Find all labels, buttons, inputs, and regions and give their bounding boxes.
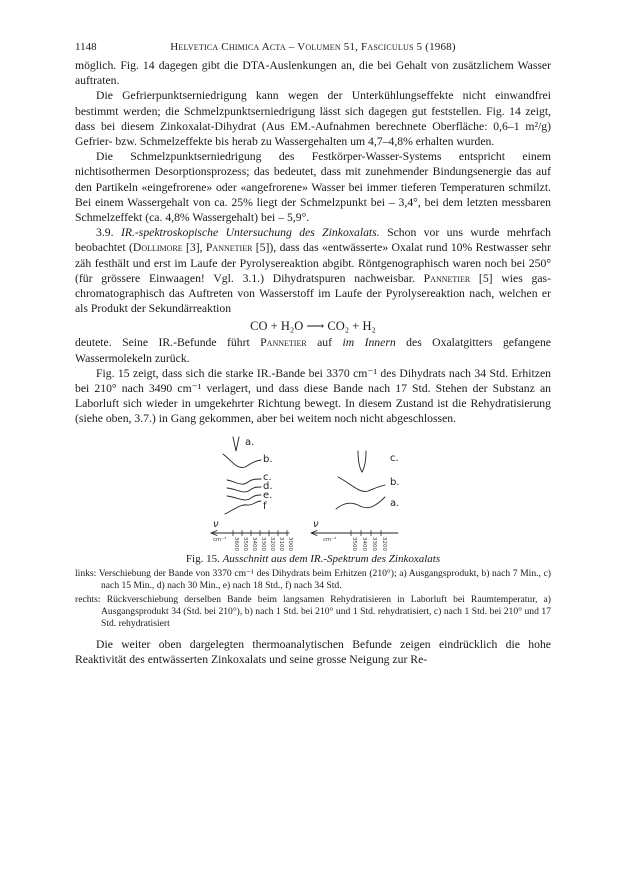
- label-right-b: b.: [390, 476, 400, 488]
- left-tick-label: 3600: [233, 536, 239, 551]
- label-left-a: a.: [245, 436, 255, 448]
- axis-left-symbol: ν: [213, 518, 219, 530]
- label-left-d: d.: [263, 480, 273, 492]
- reaction-equation: CO + H₂O ⟶ CO₂ + H₂: [250, 319, 376, 334]
- ir-spectrum-figure: [75, 431, 551, 551]
- paragraph-7: Die weiter oben dargelegten thermoanalytischen Befunde zeigen eindrücklich die hohe Reaktivität des entwässerten Zinkoxalats und seine grosse Neigung zur Re-: [75, 637, 551, 666]
- left-tick-label: 3000: [287, 536, 293, 551]
- label-left-c: c.: [263, 471, 272, 483]
- section-number: 3.9.: [96, 226, 114, 240]
- spectrum-left-b: [223, 454, 261, 468]
- label-left-b: b.: [263, 453, 273, 465]
- paragraph-5: deutete. Seine IR.-Befunde führt Pannetier auf im Innern des Oxalatgitters gefangene Wassermolekeln zurück.: [75, 336, 551, 365]
- right-tick-label: 3500: [351, 536, 357, 551]
- section-title: IR.-spektroskopische Untersuchung des Zinkoxalats.: [120, 226, 380, 240]
- author-pannetier: Pannetier: [205, 241, 253, 255]
- paragraph-2: Die Gefrierpunktserniedrigung kann wegen der Unterkühlungseffekte nicht einwandfrei bestimmt werden; die Schmelzpunktserniedrigung lässt sich dagegen gut feststellen. Fig. 14 zeigt, dass bei diesem Zinkoxalat-Dihydrat (Aus EM.-Aufnahmen berechnete Oberfläche: 0,6–1 m²/g) Gefrier- bzw. Schmelzeffekte bis herab zu Wassergehalten um 4,7–4,8% erhalten wurden.: [75, 89, 551, 149]
- label-left-e: e.: [263, 489, 273, 501]
- running-title: Helvetica Chimica Acta – Volumen 51, Fasciculus 5 (1968): [170, 41, 456, 53]
- axis-right-unit: cm⁻¹: [323, 536, 337, 543]
- left-tick-label: 3200: [269, 536, 275, 551]
- page-number: 1148: [75, 41, 97, 53]
- label-right-c: c.: [390, 452, 399, 464]
- figure-label: Fig. 15.: [185, 552, 220, 565]
- figure-legend-right: rechts: Rückverschiebung derselben Bande beim langsamen Rehydratisieren in Laborluft bei Raumtemperatur, a) Ausgangsprodukt 34 (Std. bei 210°), b) nach 1 Std. bei 210° und 1 Std. rehydratisiert, c) nach 1 Std. bei 210° und 17 Std. rehydratisiert: [75, 594, 551, 630]
- emphasis-im-innern: im Innern: [342, 336, 396, 350]
- left-tick-label: 3300: [260, 536, 266, 551]
- spectrum-right-a: [336, 497, 385, 509]
- paragraph-1: möglich. Fig. 14 dagegen gibt die DTA-Auslenkungen an, die bei Gehalt von zusätzlichem Wasser auftraten.: [75, 59, 551, 88]
- spectrum-left-d: [227, 487, 261, 492]
- author-pannetier: Pannetier: [423, 271, 471, 285]
- left-tick-label: 3400: [251, 536, 257, 551]
- spectrum-left-a: [233, 437, 239, 451]
- spectrum-left-e: [227, 495, 261, 500]
- label-left-f: f: [263, 500, 267, 512]
- figure-15: [75, 431, 551, 551]
- spectrum-left-f: [225, 501, 261, 514]
- right-tick-label: 3400: [361, 536, 367, 551]
- paragraph-3: Die Schmelzpunktserniedrigung des Festkörper-Wasser-Systems entspricht einem nichtisothermen Desorptionsprozess; das bedeutet, dass mit zunehmender Bindungsenergie das auf den Partikeln «eingefrorene» oder «angefrorene» Wasser bei immer tieferen Temperaturen schmilzt. Bei einem Wassergehalt von ca. 25% liegt der Schmelzpunkt bei – 3,4°, bei dem letzten messbaren Schmelzeffekt (ca. 4,8% Wassergehalt) bei – 5,9°.: [75, 150, 551, 225]
- figure-title: Ausschnitt aus dem IR.-Spektrum des Zinkoxalats: [222, 552, 441, 565]
- axis-left-unit: cm⁻¹: [213, 536, 227, 543]
- running-header: [75, 40, 551, 54]
- axis-right-symbol: ν: [313, 518, 319, 530]
- spectrum-right-b: [338, 477, 385, 492]
- figure-caption: [75, 553, 551, 566]
- author-dollimore: Dollimore: [132, 241, 183, 255]
- paragraph-6: Fig. 15 zeigt, dass sich die starke IR.-Bande bei 3370 cm⁻¹ des Dihydrats nach 34 Std. Erhitzen bei 210° nach 3490 cm⁻¹ verlagert, und dass diese Bande nach 17 Std. Stehen der Substanz an Laborluft sich wieder in umgekehrter Richtung bewegt. In diesem Zustand ist die Rehydratisierung (siehe oben, 3.7.) in Gang gekommen, aber bei weitem noch nicht abgeschlossen.: [75, 366, 551, 426]
- spectrum-right-c: [358, 451, 366, 472]
- spectrum-left-c: [227, 479, 261, 484]
- left-tick-label: 3100: [278, 536, 284, 551]
- right-tick-label: 3300: [371, 536, 377, 551]
- paragraph-section-3-9: 3.9. IR.-spektroskopische Untersuchung des Zinkoxalats. Schon vor uns wurde mehrfach beobachtet (Dollimore [3], Pannetier [5]), dass das «entwässerte» Oxalat rund 10% Restwasser sehr zäh festhält und erst im Laufe der Pyrolysereaktion abgibt. Röntgenographisch waren noch bei 250° (für grössere Einwaagen! Vgl. 3.1.) Dihydratspuren nachweisbar. Pannetier [5] wies gas-chromatographisch das Auftreten von Wasserstoff im Laufe der Pyrolysereaktion nach, welchen er als Produkt der Sekundärreaktion: [75, 226, 552, 316]
- author-pannetier: Pannetier: [260, 336, 307, 350]
- figure-legend-left: links: Verschiebung der Bande von 3370 cm⁻¹ des Dihydrats beim Erhitzen (210°); a) Ausgangsprodukt, b) nach 7 Min., c) nach 15 Min., d) nach 30 Min., e) nach 18 Std., f) nach 34 Std.: [75, 567, 551, 591]
- journal-page: [75, 40, 551, 667]
- left-tick-label: 3500: [242, 536, 248, 551]
- label-right-a: a.: [390, 497, 400, 509]
- right-tick-label: 3200: [381, 536, 387, 551]
